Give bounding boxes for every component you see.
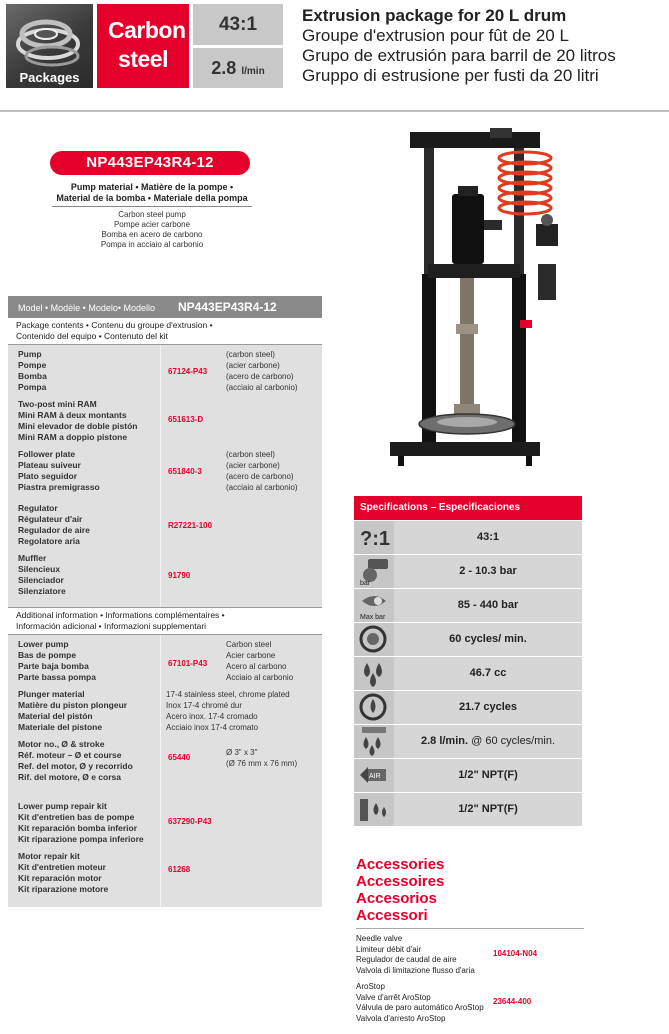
description-line: (Ø 76 mm x 76 mm) <box>226 759 298 768</box>
pump-material-heading-line: Material de la bomba • Materiale della pompa <box>56 193 248 203</box>
spec-value-main: 21.7 cycles <box>458 701 518 713</box>
pump-material-values <box>52 210 252 250</box>
item-names <box>18 639 96 683</box>
description-line: Inox 17-4 chromé dur <box>166 701 243 710</box>
item-names <box>18 399 138 443</box>
base-foot <box>526 456 532 466</box>
carriage-bar <box>428 264 520 278</box>
spec-value-main: 1/2" NPT(F) <box>458 803 518 815</box>
item-names <box>18 449 100 493</box>
section-heading-line: Additional information • Informations complémentaires • <box>16 610 225 620</box>
accessories-title-es: Accesorios <box>356 890 437 907</box>
item-name: Material del pistón <box>18 711 93 721</box>
item-names <box>18 801 144 845</box>
model-code-pill: NP443EP43R4-12 <box>50 151 250 175</box>
item-name: Mini RAM à deux montants <box>18 410 127 420</box>
pump-material-value: Pompe acier carbone <box>113 220 191 229</box>
model-table <box>8 296 322 907</box>
air-motor <box>452 194 484 264</box>
spec-value <box>398 623 578 656</box>
accessories-title-en: Accessories <box>356 856 445 873</box>
spec-value <box>398 691 578 724</box>
item-name: Réf. moteur – Ø et course <box>18 750 122 760</box>
ratio-badge: 43:1 <box>193 4 283 45</box>
header-divider <box>0 110 669 112</box>
item-names <box>18 349 47 393</box>
accessory-part-number: 104104-N04 <box>493 949 538 958</box>
page-title-es: Grupo de extrusión para barril de 20 litros <box>302 46 616 65</box>
spec-row <box>354 588 582 622</box>
svg-text:Max bar: Max bar <box>360 614 386 620</box>
packages-label: Packages <box>19 70 80 85</box>
item-name: Mini elevador de doble pistón <box>18 421 138 431</box>
flow-unit: l/min <box>241 66 265 77</box>
part-number: 67101-P43 <box>168 659 208 668</box>
package-contents-heading <box>8 318 322 345</box>
cycles-per-litre-icon <box>354 691 394 724</box>
accessory-name: Valve d'arrêt AroStop <box>356 992 431 1002</box>
pump-material-heading <box>52 182 252 204</box>
description-line: (acero de carbono) <box>226 472 294 481</box>
item-name: Pompe <box>18 360 47 370</box>
accessory-item <box>356 934 584 976</box>
spec-value <box>398 555 578 588</box>
item-name: Plato seguidor <box>18 471 78 481</box>
item-name: Motor repair kit <box>18 851 80 861</box>
specifications-rows <box>354 520 582 826</box>
item-description <box>226 639 293 683</box>
item-name: Muffler <box>18 553 47 563</box>
description-line: (acciaio al carbonio) <box>226 383 298 392</box>
accessory-name: Valvola di limitazione flusso d'aria <box>356 965 475 975</box>
svg-text:?:1: ?:1 <box>360 528 390 550</box>
description-line: Acciaio inox 17-4 cromato <box>166 723 259 732</box>
specifications-heading: Specifications – Especificaciones <box>354 496 582 520</box>
item-name: Regulador de aire <box>18 525 90 535</box>
accessory-name: Limiteur débit d'air <box>356 944 422 954</box>
spec-row <box>354 622 582 656</box>
spec-value <box>398 793 578 826</box>
item-name: Piastra premigrasso <box>18 482 100 492</box>
cycles-per-minute-icon <box>354 623 394 656</box>
part-number: 637290-P43 <box>168 817 212 826</box>
pump-material-divider <box>52 206 252 207</box>
spec-row <box>354 554 582 588</box>
flow-value: 2.8 <box>211 58 237 78</box>
air-hose-coil <box>499 152 551 214</box>
model-value: NP443EP43R4-12 <box>178 300 277 314</box>
item-name: Silenziatore <box>18 586 66 596</box>
page-title-fr: Groupe d'extrusion pour fût de 20 L <box>302 26 569 45</box>
item-name: Lower pump repair kit <box>18 801 107 811</box>
item-name: Rif. del motore, Ø e corsa <box>18 772 121 782</box>
specifications-table <box>354 496 582 826</box>
spec-value <box>398 521 578 554</box>
package-contents-rows <box>8 345 322 607</box>
item-names <box>18 739 133 783</box>
spec-value <box>398 657 578 690</box>
spec-value-main: 60 cycles/ min. <box>449 633 527 645</box>
item-name: Régulateur d'air <box>18 514 83 524</box>
section-heading-line: Package contents • Contenu du groupe d'extrusion • <box>16 320 213 330</box>
column-divider <box>160 635 161 907</box>
ratio-icon <box>354 521 394 554</box>
section-heading-line: Contenido del equipo • Contenuto del kit <box>16 331 168 341</box>
description-line: (acero de carbono) <box>226 372 294 381</box>
item-name: Kit d'entretien bas de pompe <box>18 812 135 822</box>
item-name: Kit riparazione motore <box>18 884 109 894</box>
part-number: 651840-3 <box>168 467 202 476</box>
cylinder-right <box>512 274 526 442</box>
description-line: 17-4 stainless steel, chrome plated <box>166 690 290 699</box>
item-name: Regulator <box>18 503 58 513</box>
item-description <box>226 449 298 493</box>
item-name: Pompa <box>18 382 47 392</box>
accessory-name: Válvula de paro automático AroStop <box>356 1003 484 1012</box>
fluid-outlet-icon <box>354 793 394 826</box>
spec-value-main: 85 - 440 bar <box>457 599 519 611</box>
item-name: Kit reparación bomba inferior <box>18 823 138 833</box>
spec-value-main: 46.7 cc <box>469 667 507 679</box>
description-line: Acero inox. 17-4 cromado <box>166 712 258 721</box>
spec-row <box>354 520 582 554</box>
max-air-pressure-icon <box>354 555 394 588</box>
item-name: Kit riparazione pompa inferiore <box>18 834 144 844</box>
accessory-name: Regulador de caudal de aire <box>356 955 457 964</box>
item-description <box>226 349 298 393</box>
item-names <box>18 689 127 733</box>
spec-value-main: 1/2" NPT(F) <box>458 769 518 781</box>
accessory-item <box>356 982 584 1024</box>
accessories-heading <box>356 856 444 924</box>
description-line: (acier carbone) <box>226 361 280 370</box>
accessories-title-fr: Accessoires <box>356 873 445 890</box>
accessory-name: Needle valve <box>356 934 403 943</box>
pump-material-value: Pompa in acciaio al carbonio <box>100 240 204 249</box>
page-title-it: Gruppo di estrusione per fusti da 20 litri <box>302 66 599 85</box>
lower-pump-tube <box>460 278 474 408</box>
base-foot <box>398 456 404 466</box>
accessories-divider <box>356 928 584 929</box>
description-line: (carbon steel) <box>226 350 275 359</box>
item-name: Lower pump <box>18 639 69 649</box>
spec-row <box>354 724 582 758</box>
part-number: 91790 <box>168 571 191 580</box>
additional-info-rows <box>8 635 322 907</box>
item-name: Matière du piston plongeur <box>18 700 128 710</box>
column-divider <box>160 345 161 607</box>
svg-text:AIR: AIR <box>369 773 381 780</box>
item-name: Silenciador <box>18 575 64 585</box>
spec-value <box>398 725 578 758</box>
accessory-names <box>356 934 584 976</box>
description-line: Acciaio al carbonio <box>226 673 294 682</box>
section-heading-line: Información adicional • Informazioni supplementari <box>16 621 207 631</box>
spec-row <box>354 690 582 724</box>
item-name: Bomba <box>18 371 47 381</box>
part-number: 65440 <box>168 753 191 762</box>
spec-value-main: 2 - 10.3 bar <box>459 565 517 577</box>
description-line: Carbon steel <box>226 640 272 649</box>
model-label: Model • Modèle • Modelo• Modello <box>18 303 156 313</box>
item-name: Regolatore aria <box>18 536 80 546</box>
item-names <box>18 503 90 547</box>
part-number: 67124-P43 <box>168 367 208 376</box>
filter-bowl <box>538 264 556 300</box>
accessory-names <box>356 982 584 1024</box>
base-plate <box>390 442 540 456</box>
pump-material-value: Bomba en acero de carbono <box>101 230 203 239</box>
item-name: Ref. del motor, Ø y recorrido <box>18 761 133 771</box>
item-name: Kit d'entretien moteur <box>18 862 106 872</box>
page-title-en: Extrusion package for 20 L drum <box>302 6 567 25</box>
regulator <box>536 224 558 246</box>
item-names <box>18 851 108 895</box>
spec-value-main: 43:1 <box>476 531 500 543</box>
item-name: Bas de pompe <box>18 650 77 660</box>
item-name: Two-post mini RAM <box>18 399 97 409</box>
gauge <box>541 214 553 226</box>
item-name: Silencieux <box>18 564 61 574</box>
material-badge <box>97 4 189 88</box>
pump-collar <box>456 324 478 334</box>
spec-row <box>354 792 582 826</box>
max-fluid-pressure-icon <box>354 589 394 622</box>
item-names <box>18 553 66 597</box>
pump-material-heading-line: Pump material • Matière de la pompe • <box>70 182 234 192</box>
part-number: R27221-100 <box>168 521 213 530</box>
description-line: (acciaio al carbonio) <box>226 483 298 492</box>
description-line: Acero al carbono <box>226 662 287 671</box>
item-name: Motor no., Ø & stroke <box>18 739 105 749</box>
extrusion-package-illustration <box>340 124 588 478</box>
item-name: Follower plate <box>18 449 76 459</box>
item-name: Plunger material <box>18 689 85 699</box>
spec-value-main: 2.8 l/min. <box>420 735 469 747</box>
description-line: Ø 3" x 3" <box>226 748 258 757</box>
item-name: Pump <box>18 349 42 359</box>
item-description <box>166 689 290 733</box>
motor-inlet <box>484 220 502 230</box>
material-label: Carbon steel <box>108 17 186 72</box>
spec-value-suffix: @ 60 cycles/min. <box>471 735 556 747</box>
volume-per-cycle-icon <box>354 657 394 690</box>
item-description <box>226 747 297 769</box>
spec-value <box>398 759 578 792</box>
description-line: Acier carbone <box>226 651 276 660</box>
air-inlet-icon <box>354 759 394 792</box>
item-name: Parte baja bomba <box>18 661 89 671</box>
spec-row <box>354 656 582 690</box>
accessories-title-it: Accessori <box>356 907 428 924</box>
accessory-part-number: 23644-400 <box>493 997 532 1006</box>
motor-cap <box>458 186 478 196</box>
warning-label <box>520 320 532 328</box>
part-number: 651613-D <box>168 415 204 424</box>
pump-material-value: Carbon steel pump <box>118 210 186 219</box>
additional-info-heading <box>8 607 322 635</box>
description-line: (acier carbone) <box>226 461 280 470</box>
item-name: Materiale del pistone <box>18 722 103 732</box>
top-crossbar <box>410 132 540 148</box>
accessory-name: Valvola d'arresto AroStop <box>356 1013 446 1023</box>
follower-plate-inner <box>437 417 497 427</box>
part-number: 61268 <box>168 865 191 874</box>
model-row <box>8 296 322 318</box>
top-block <box>490 128 512 138</box>
accessory-name: AroStop <box>356 982 385 991</box>
item-name: Plateau suiveur <box>18 460 81 470</box>
svg-text:bar: bar <box>360 580 371 586</box>
item-name: Mini RAM a doppio pistone <box>18 432 128 442</box>
packages-badge <box>6 4 93 88</box>
item-name: Parte bassa pompa <box>18 672 96 682</box>
page-title-block <box>302 6 667 86</box>
flow-rate-icon <box>354 725 394 758</box>
spec-row <box>354 758 582 792</box>
item-name: Kit reparación motor <box>18 873 102 883</box>
description-line: (carbon steel) <box>226 450 275 459</box>
spec-value <box>398 589 578 622</box>
flow-badge <box>193 48 283 88</box>
